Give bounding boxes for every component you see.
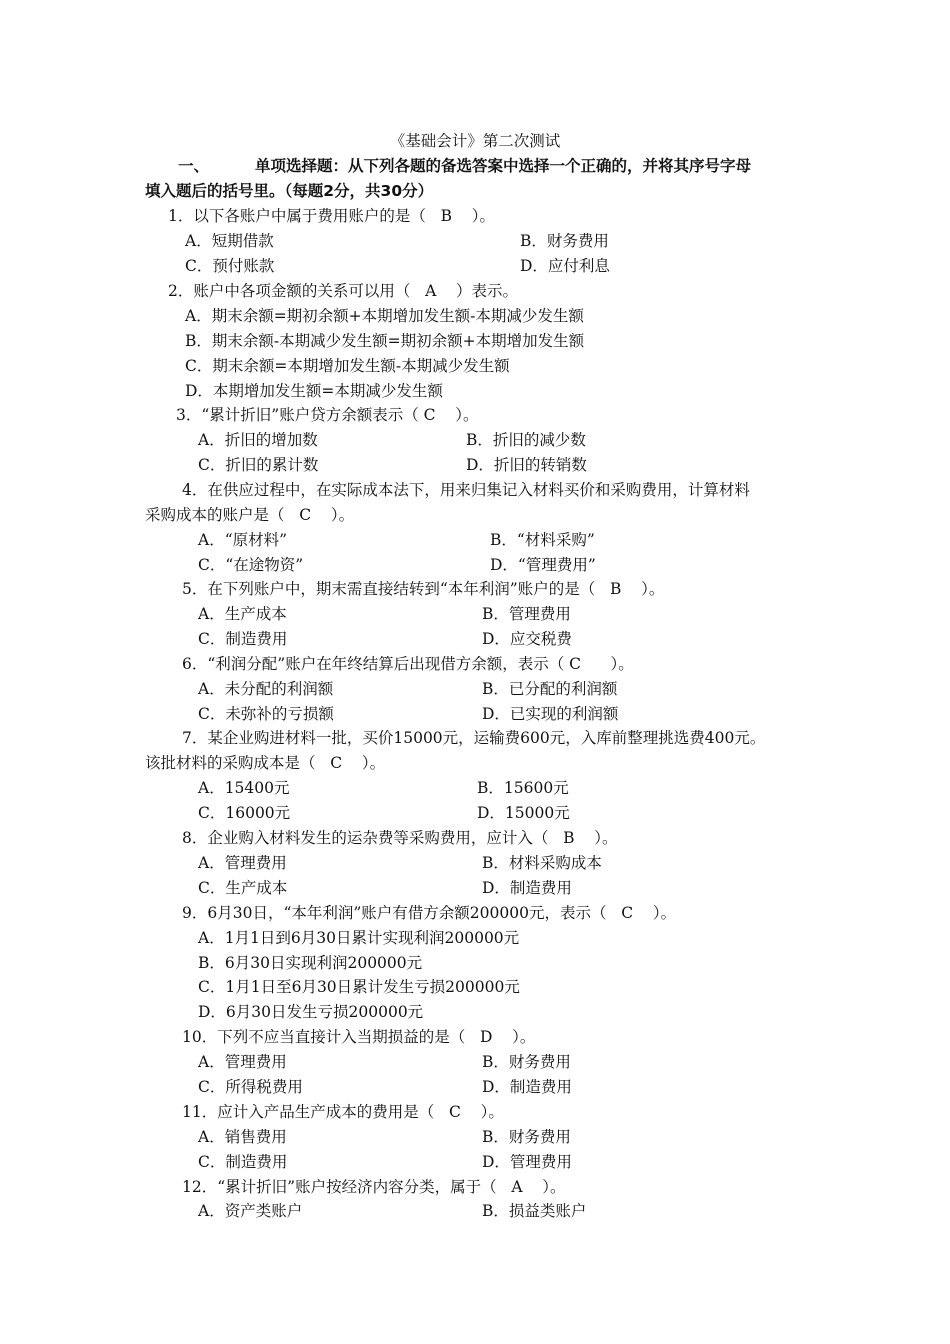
question-9-option-d: D．6月30日发生亏损200000元: [198, 1003, 424, 1021]
question-10-option-b: B．财务费用: [482, 1053, 571, 1071]
question-4-option-c: C．“在途物资”: [198, 556, 304, 574]
question-11-stem: 11．应计入产品生产成本的费用是（ C ）。: [182, 1103, 504, 1121]
question-4-stem-line1: 4．在供应过程中，在实际成本法下，用来归集记入材料买价和采购费用，计算材料: [182, 481, 750, 499]
question-12-option-a: A．资产类账户: [198, 1202, 303, 1220]
question-10-option-d: D．制造费用: [482, 1078, 572, 1096]
question-5-option-d: D．应交税费: [482, 630, 572, 648]
question-8-option-a: A．管理费用: [198, 854, 287, 872]
question-11-option-c: C．制造费用: [198, 1153, 288, 1171]
question-9-option-b: B．6月30日实现利润200000元: [198, 954, 423, 972]
question-6-option-c: C．未弥补的亏损额: [198, 705, 334, 723]
question-9-stem: 9．6月30日，“本年利润”账户有借方余额200000元，表示（ C ）。: [182, 904, 677, 922]
question-2-option-b: B．期末余额-本期减少发生额=期初余额+本期增加发生额: [185, 332, 585, 350]
question-11-option-b: B．财务费用: [482, 1128, 571, 1146]
question-6-stem: 6．“利润分配”账户在年终结算后出现借方余额，表示（ C ）。: [182, 655, 634, 673]
question-7-option-b: B．15600元: [477, 779, 569, 797]
question-11-option-d: D．管理费用: [482, 1153, 572, 1171]
section-number: 一、: [178, 157, 210, 175]
question-5-option-a: A．生产成本: [198, 605, 287, 623]
question-3-option-c: C．折旧的累计数: [198, 456, 319, 474]
question-12-option-b: B．损益类账户: [482, 1202, 587, 1220]
question-8-option-d: D．制造费用: [482, 879, 572, 897]
question-7-option-c: C．16000元: [198, 804, 291, 822]
question-1-option-d: D．应付利息: [520, 257, 610, 275]
question-3-stem: 3．“累计折旧”账户贷方余额表示（ C ）。: [176, 406, 479, 424]
question-7-stem-line1: 7．某企业购进材料一批，买价15000元，运输费600元，入库前整理挑选费400元。: [182, 729, 766, 747]
section-heading-line2: 填入题后的括号里。（每题2分，共30分）: [145, 182, 434, 200]
question-10-option-c: C．所得税费用: [198, 1078, 303, 1096]
question-6-option-b: B．已分配的利润额: [482, 680, 618, 698]
page-title: 《基础会计》第二次测试: [389, 132, 561, 150]
question-1-option-a: A．短期借款: [185, 232, 274, 250]
question-7-option-d: D．15000元: [477, 804, 570, 822]
question-4-option-b: B．“材料采购”: [490, 531, 595, 549]
question-4-option-d: D．“管理费用”: [490, 556, 596, 574]
question-7-option-a: A．15400元: [198, 779, 290, 797]
question-11-option-a: A．销售费用: [198, 1128, 287, 1146]
question-1-stem: 1．以下各账户中属于费用账户的是（ B ）。: [168, 207, 495, 225]
question-3-option-b: B．折旧的减少数: [466, 431, 586, 449]
question-8-option-b: B．材料采购成本: [482, 854, 602, 872]
question-4-option-a: A．“原材料”: [198, 531, 288, 549]
question-10-option-a: A．管理费用: [198, 1053, 287, 1071]
question-6-option-d: D．已实现的利润额: [482, 705, 619, 723]
question-2-stem: 2．账户中各项金额的关系可以用（ A ）表示。: [168, 282, 519, 300]
question-3-option-a: A．折旧的增加数: [198, 431, 318, 449]
question-9-option-a: A．1月1日到6月30日累计实现利润200000元: [198, 929, 520, 947]
question-2-option-a: A．期末余额=期初余额+本期增加发生额-本期减少发生额: [185, 307, 584, 325]
question-5-option-c: C．制造费用: [198, 630, 288, 648]
question-1-option-c: C．预付账款: [185, 257, 275, 275]
question-10-stem: 10．下列不应当直接计入当期损益的是（ D ）。: [182, 1028, 536, 1046]
question-2-option-c: C．期末余额=本期增加发生额-本期减少发生额: [185, 357, 510, 375]
section-heading-line1: 单项选择题：从下列各题的备选答案中选择一个正确的，并将其序号字母: [255, 157, 752, 175]
question-5-option-b: B．管理费用: [482, 605, 571, 623]
question-8-option-c: C．生产成本: [198, 879, 288, 897]
question-12-stem: 12．“累计折旧”账户按经济内容分类，属于（ A ）。: [182, 1178, 566, 1196]
question-8-stem: 8．企业购入材料发生的运杂费等采购费用，应计入（ B ）。: [182, 829, 618, 847]
question-4-stem-line2: 采购成本的账户是（ C ）。: [145, 506, 355, 524]
question-6-option-a: A．未分配的利润额: [198, 680, 334, 698]
question-5-stem: 5．在下列账户中，期末需直接结转到“本年利润”账户的是（ B ）。: [182, 580, 665, 598]
question-9-option-c: C．1月1日至6月30日累计发生亏损200000元: [198, 978, 520, 996]
question-2-option-d: D．本期增加发生额=本期减少发生额: [185, 382, 443, 400]
question-3-option-d: D．折旧的转销数: [466, 456, 587, 474]
question-1-option-b: B．财务费用: [520, 232, 609, 250]
question-7-stem-line2: 该批材料的采购成本是（ C ）。: [145, 754, 386, 772]
